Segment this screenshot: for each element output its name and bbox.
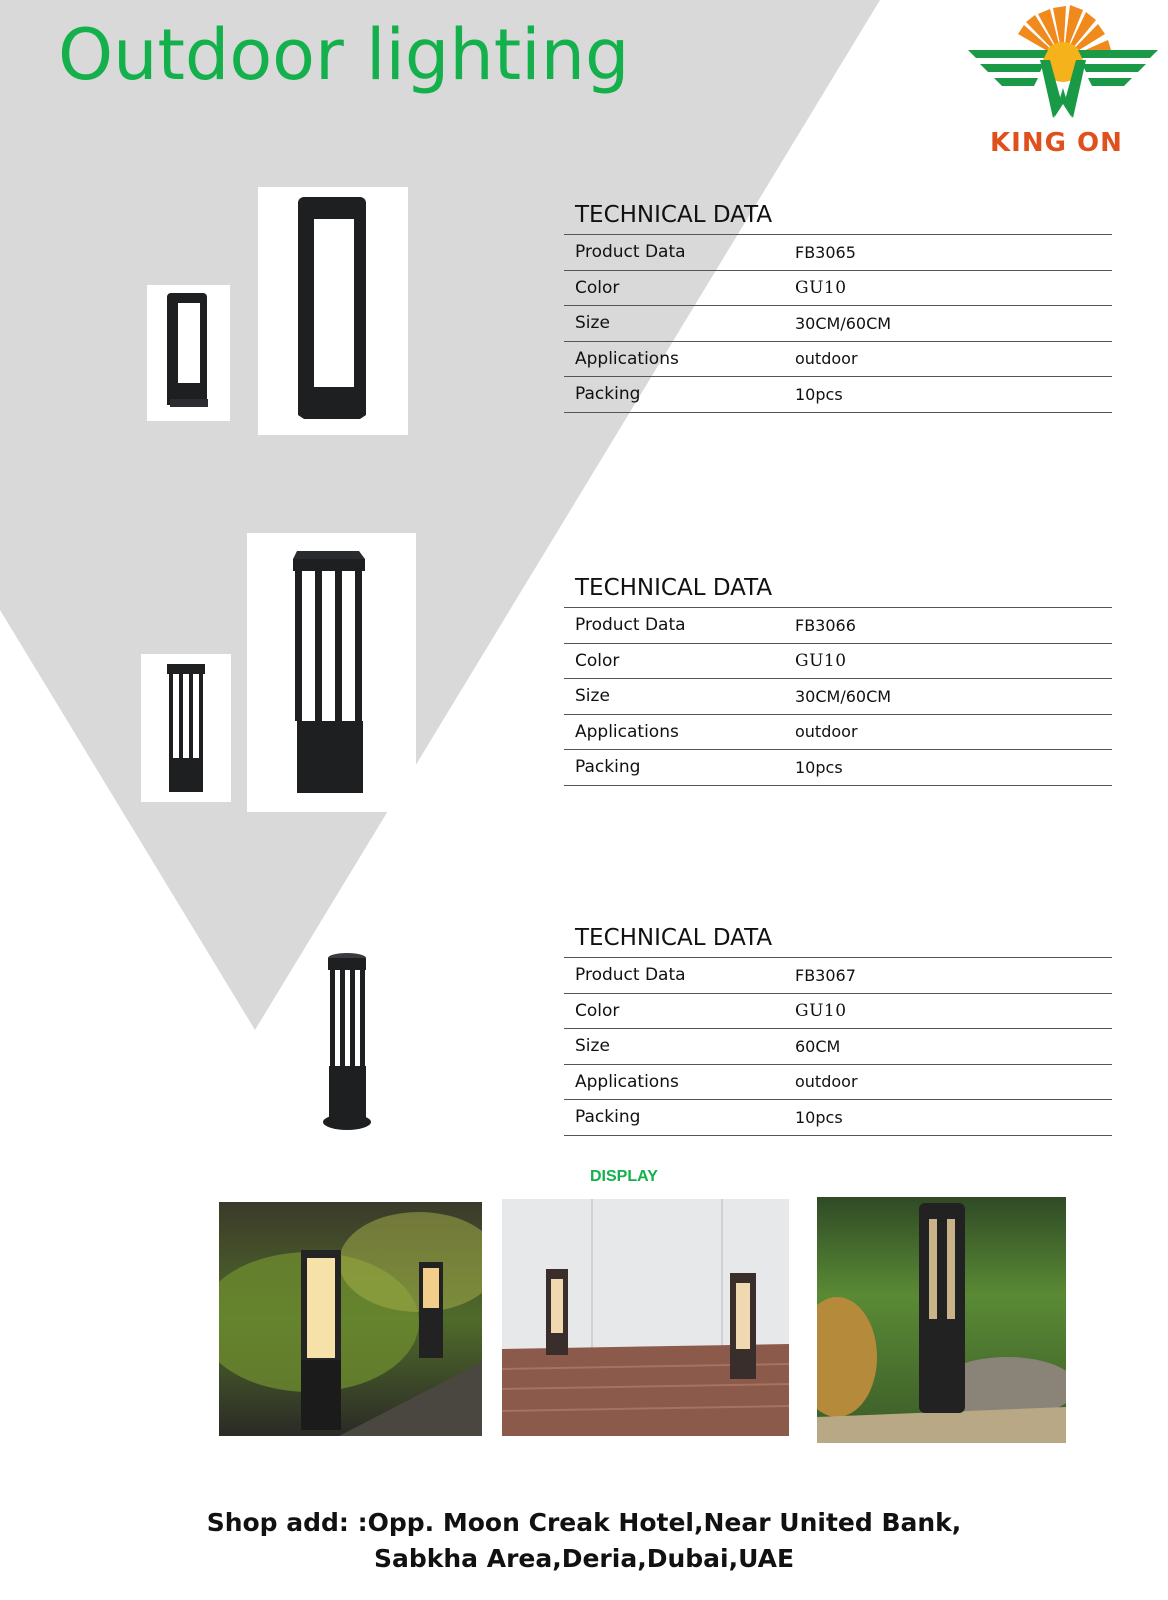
address-line-2: Sabkha Area,Deria,Dubai,UAE [373, 1544, 795, 1573]
tech-data-fb3065 [564, 202, 1112, 413]
display-label: DISPLAY [590, 1168, 658, 1185]
tech-data-fb3066 [564, 575, 1112, 786]
address-line-1: Shop add: :Opp. Moon Creak Hotel,Near United Bank, [206, 1508, 962, 1537]
table-row [564, 750, 1112, 786]
row-label: Color [564, 643, 795, 679]
fb3065-small-image [147, 285, 230, 421]
row-label: Packing [564, 750, 795, 786]
row-label: Size [564, 306, 795, 342]
tech-data-table [564, 607, 1112, 786]
row-value: GU10 [795, 643, 1112, 679]
display-photo-garden [219, 1202, 482, 1436]
row-label: Color [564, 270, 795, 306]
table-row [564, 714, 1112, 750]
row-value: outdoor [795, 714, 1112, 750]
row-label: Applications [564, 1064, 795, 1100]
row-label: Product Data [564, 608, 795, 644]
table-row [564, 643, 1112, 679]
fb3067-image [310, 946, 380, 1146]
table-row [564, 958, 1112, 994]
row-label: Size [564, 679, 795, 715]
table-row [564, 306, 1112, 342]
row-label: Packing [564, 1100, 795, 1136]
fb3065-large-image [258, 187, 408, 435]
tech-data-title: TECHNICAL DATA [575, 202, 773, 228]
row-value: 60CM [795, 1029, 1112, 1065]
table-row [564, 608, 1112, 644]
row-label: Applications [564, 341, 795, 377]
row-label: Applications [564, 714, 795, 750]
row-label: Product Data [564, 958, 795, 994]
row-value: FB3067 [795, 958, 1112, 994]
table-row [564, 679, 1112, 715]
table-row [564, 377, 1112, 413]
row-value: outdoor [795, 1064, 1112, 1100]
row-value: FB3066 [795, 608, 1112, 644]
row-value: 30CM/60CM [795, 679, 1112, 715]
row-value: 10pcs [795, 750, 1112, 786]
table-row [564, 1029, 1112, 1065]
shop-address [0, 1505, 1168, 1577]
tech-data-title: TECHNICAL DATA [575, 575, 773, 601]
table-row [564, 993, 1112, 1029]
row-value: GU10 [795, 993, 1112, 1029]
row-value: GU10 [795, 270, 1112, 306]
tech-data-title: TECHNICAL DATA [575, 925, 773, 951]
row-value: 30CM/60CM [795, 306, 1112, 342]
table-row [564, 270, 1112, 306]
row-label: Color [564, 993, 795, 1029]
table-row [564, 341, 1112, 377]
row-value: 10pcs [795, 377, 1112, 413]
row-label: Product Data [564, 235, 795, 271]
table-row [564, 235, 1112, 271]
tech-data-fb3067 [564, 925, 1112, 1136]
row-value: outdoor [795, 341, 1112, 377]
page-title: Outdoor lighting [58, 14, 630, 96]
row-value: FB3065 [795, 235, 1112, 271]
table-row [564, 1064, 1112, 1100]
display-photo-wall [502, 1199, 789, 1436]
display-photo-lawn [817, 1197, 1066, 1443]
row-label: Packing [564, 377, 795, 413]
fb3066-large-image [247, 533, 416, 812]
row-value: 10pcs [795, 1100, 1112, 1136]
table-row [564, 1100, 1112, 1136]
fb3066-small-image [141, 654, 231, 802]
row-label: Size [564, 1029, 795, 1065]
logo-wordmark: KING ON [990, 128, 1123, 158]
tech-data-table [564, 234, 1112, 413]
tech-data-table [564, 957, 1112, 1136]
